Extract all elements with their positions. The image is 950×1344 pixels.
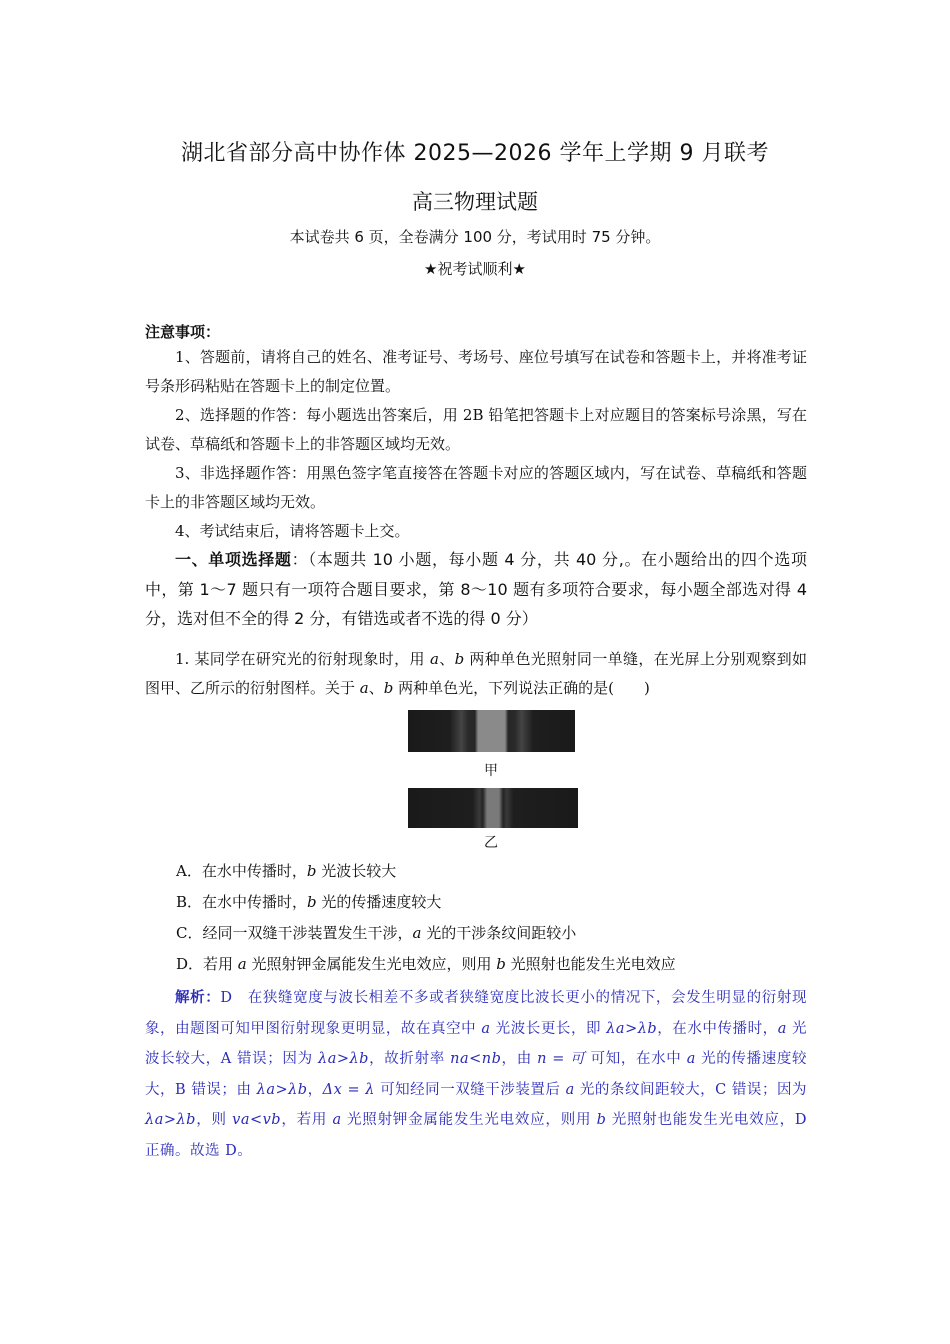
question-1-stem: 1. 某同学在研究光的衍射现象时，用 a、b 两种单色光照射同一单缝，在光屏上分别观察到如图甲、乙所示的衍射图样。关于 a、b 两种单色光，下列说法正确的是( ) bbox=[145, 650, 807, 697]
option-d: D．若用 a 光照射钾金属能发生光电效应，则用 b 光照射也能发生光电效应 bbox=[176, 955, 676, 973]
note-item: 2、选择题的作答：每小题选出答案后，用 2B 铅笔把答题卡上对应题目的答案标号涂黑，写在试卷、草稿纸和答题卡上的非答题区域均无效。 bbox=[145, 406, 807, 453]
analysis-answer: D bbox=[220, 990, 233, 1006]
option-b: B．在水中传播时，b 光的传播速度较大 bbox=[176, 893, 442, 911]
note-item: 1、答题前，请将自己的姓名、准考证号、考场号、座位号填写在试卷和答题卡上，并将准考证号条形码粘贴在答题卡上的制定位置。 bbox=[145, 348, 807, 395]
section-intro bbox=[145, 545, 807, 634]
figure-b-caption: 乙 bbox=[484, 835, 498, 851]
notes-heading: 注意事项： bbox=[145, 323, 221, 341]
analysis-text: 解析：D 在狭缝宽度与波长相差不多或者狭缝宽度比波长更小的情况下，会发生明显的衍射现象，由题图可知甲图衍射现象更明显，故在真空中 a 光波长更长，即 λa>λb，在水中传播时，a 光波长较大，A 错误；因为 λa>λb，故折射率 na<nb，由 n = 可 可知，在水中 a 光的传播速度较大，B 错误；由 λa>λb，Δx = λ 可知经同一双缝干涉装置后 a 光的条纹间距较大，C 错误；因为 λa>λb，则 va<vb，若用 a 光照射钾金属能发生光电效应，则用 b 光照射也能发生光电效应，D 正确。故选 D。 bbox=[145, 989, 808, 1159]
option-a: A．在水中传播时，b 光波长较大 bbox=[176, 862, 397, 880]
exam-wish: ★祝考试顺利★ bbox=[424, 260, 526, 278]
section-text: ：（本题共 10 小题，每小题 4 分，共 40 分,。在小题给出的四个选项中，第 1～7 题只有一项符合题目要求，第 8～10 题有多项符合要求，每小题全部选对得 4 分，选对但不全的得 2 分，有错选或者不选的得 0 分） bbox=[145, 550, 807, 628]
subject-title: 高三物理试题 bbox=[412, 190, 538, 214]
section-label: 一、单项选择题 bbox=[175, 550, 292, 569]
exam-info: 本试卷共 6 页，全卷满分 100 分，考试用时 75 分钟。 bbox=[289, 228, 661, 246]
diffraction-pattern-a bbox=[408, 710, 575, 752]
note-item: 4、考试结束后，请将答题卡上交。 bbox=[175, 522, 410, 540]
diffraction-pattern-b bbox=[408, 788, 578, 828]
exam-title: 湖北省部分高中协作体 2025—2026 学年上学期 9 月联考 bbox=[181, 141, 769, 166]
analysis-label: 解析： bbox=[175, 989, 221, 1006]
figure-a-caption: 甲 bbox=[484, 763, 498, 779]
note-item: 3、非选择题作答：用黑色签字笔直接答在答题卡对应的答题区域内，写在试卷、草稿纸和答题卡上的非答题区域均无效。 bbox=[145, 464, 807, 511]
option-c: C．经同一双缝干涉装置发生干涉，a 光的干涉条纹间距较小 bbox=[176, 924, 577, 942]
